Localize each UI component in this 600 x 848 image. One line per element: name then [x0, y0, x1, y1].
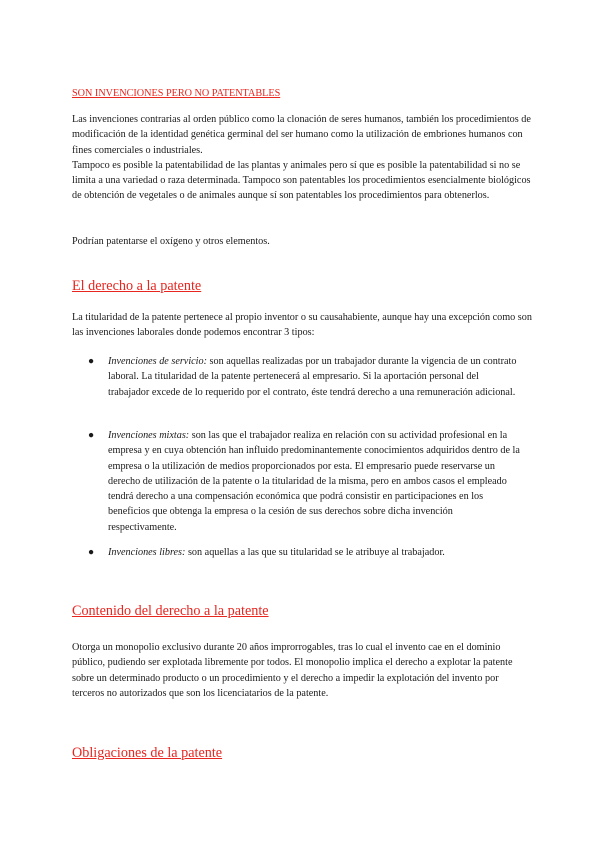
bullet-icon: ●: [88, 547, 95, 558]
section-heading-obligaciones: Obligaciones de la patente: [72, 745, 223, 761]
list-item-body: son aquellas a las que su titularidad se le atribuye al trabajador.: [185, 547, 445, 558]
paragraph-text: Tampoco es posible la patentabilidad de las plantas y animales pero sí que es posible la patentabilidad si no se limita a una variedad o raza determinada. Tampoco son patentables los procedimientos esencialmente biológicos de obtención de vegetales o de animales aunque sí son patentables los procedimientos para obtenerlos.: [72, 159, 531, 202]
bullet-icon: ●: [88, 430, 95, 441]
list-item-text: [108, 354, 522, 400]
list-item-term: Invenciones libres:: [108, 547, 186, 558]
section-heading-contenido: Contenido del derecho a la patente: [72, 603, 269, 619]
bullet-icon: ●: [88, 356, 95, 367]
list-item-body: son las que el trabajador realiza en relación con su actividad profesional en la empresa y en cuya obtención han influido predominantemente conocimientos adquiridos dentro de la empresa o la utilización de medios proporcionados por esta. El empresario puede reservarse un derecho de utilización de la patente o la titularidad de la misma, pero en ambos casos el empleado tendrá derecho a una compensación económica que podrá consistir en participaciones en los beneficios que obtenga la empresa o la cesión de sus derechos sobre dicha invención respectivamente.: [108, 430, 520, 533]
paragraph-text: Las invenciones contrarias al orden público como la clonación de seres humanos, también los procedimientos de modificación de la identidad genética germinal del ser humano como la utilización de embriones humanos con fines comerciales o industriales.: [72, 114, 531, 156]
section-heading-derecho: El derecho a la patente: [72, 278, 202, 294]
paragraph-text: Otorga un monopolio exclusivo durante 20 años improrrogables, tras lo cual el invento cae en el dominio público, pudiendo ser explotada libremente por todos. El monopolio implica el derecho a explotar la patente sobre un determinado producto o un procedimiento y el derecho a impedir la explotación del invento por terceros no autorizados que son los licenciatarios de la patente.: [72, 642, 513, 699]
list-item-text: [108, 545, 522, 560]
paragraph-text: La titularidad de la patente pertenece al propio inventor o su causahabiente, aunque hay una excepción como son las invenciones laborales donde podemos encontrar 3 tipos:: [72, 312, 532, 339]
paragraph-text: Podrían patentarse el oxígeno y otros elementos.: [72, 236, 270, 247]
list-item-term: Invenciones mixtas:: [108, 430, 190, 441]
list-item: [88, 354, 518, 400]
paragraph-titularidad: [72, 310, 532, 341]
section-heading-no-patentables: SON INVENCIONES PERO NO PATENTABLES: [72, 88, 281, 99]
paragraph-oxigeno: [72, 234, 532, 249]
list-item: [88, 428, 518, 535]
paragraph-invenciones-contrarias: [72, 112, 532, 204]
list-item-body: son aquellas realizadas por un trabajador durante la vigencia de un contrato laboral. La titularidad de la patente pertenecerá al empresario. Si la aportación personal del trabajador excede de lo requerido por el contrato, éste tendrá derecho a una remuneración adicional.: [108, 356, 517, 398]
list-item-text: [108, 428, 522, 535]
list-item-term: Invenciones de servicio:: [108, 356, 207, 367]
paragraph-monopolio: [72, 640, 532, 701]
list-item: [88, 545, 518, 560]
